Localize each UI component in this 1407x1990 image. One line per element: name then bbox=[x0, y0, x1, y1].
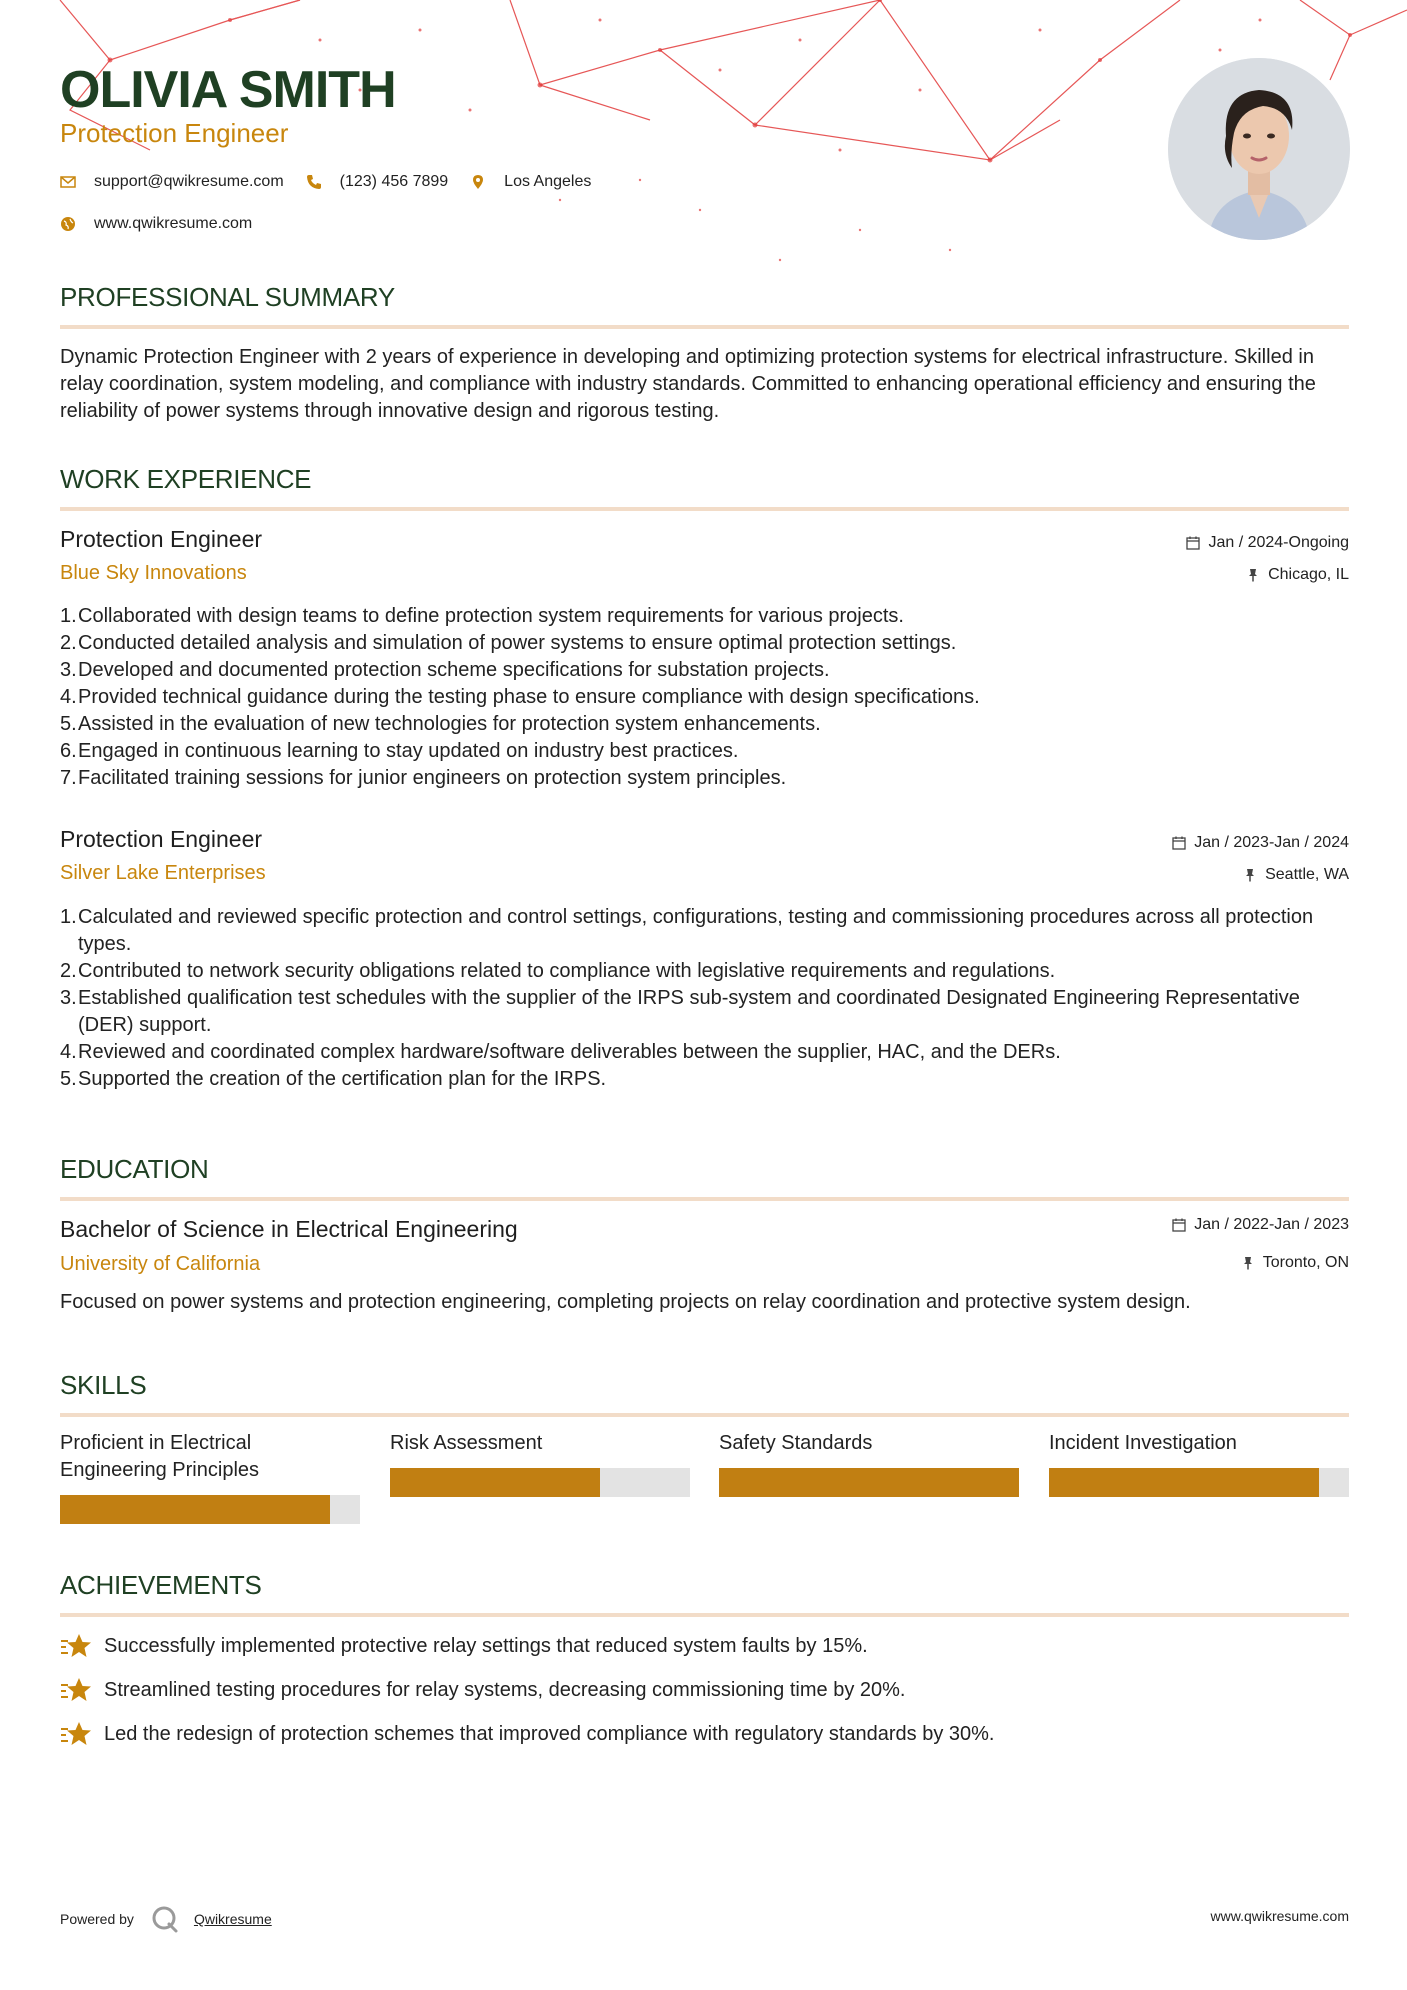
list-text: Assisted in the evaluation of new technologies for protection system enhancements. bbox=[78, 713, 821, 735]
powered-by-label: Powered by bbox=[60, 1911, 134, 1927]
skill-item bbox=[1049, 1430, 1349, 1457]
achievement-text: Successfully implemented protective relay settings that reduced system faults by 15%. bbox=[104, 1634, 868, 1657]
job-dates-text: Jan / 2023-Jan / 2024 bbox=[1194, 834, 1349, 851]
candidate-role: Protection Engineer bbox=[60, 118, 289, 148]
list-item bbox=[60, 603, 1349, 630]
education-dates-text: Jan / 2022-Jan / 2023 bbox=[1194, 1216, 1349, 1233]
skill-name: Incident Investigation bbox=[1049, 1432, 1237, 1454]
skill-item bbox=[390, 1430, 690, 1457]
list-item bbox=[60, 904, 1349, 958]
summary-heading: PROFESSIONAL SUMMARY bbox=[60, 282, 1349, 329]
location-icon bbox=[470, 174, 486, 190]
list-number: 7. bbox=[60, 767, 77, 789]
calendar-icon bbox=[1172, 1218, 1186, 1232]
list-number: 1. bbox=[60, 906, 77, 928]
list-number: 6. bbox=[60, 740, 77, 762]
job-bullets bbox=[60, 904, 1349, 1093]
job-title: Protection Engineer bbox=[60, 526, 263, 552]
skill-item bbox=[60, 1430, 360, 1484]
globe-icon bbox=[60, 216, 76, 232]
list-item bbox=[60, 738, 1349, 765]
profile-photo bbox=[1168, 58, 1350, 240]
list-text: Established qualification test schedules with the supplier of the IRPS sub-system and coordinated Designated Engineering Representative (DER) support. bbox=[78, 987, 1300, 1036]
job-location bbox=[1243, 866, 1349, 884]
skill-bar-track bbox=[390, 1468, 690, 1497]
list-item bbox=[60, 684, 1349, 711]
job-dates-text: Jan / 2024-Ongoing bbox=[1208, 534, 1349, 551]
list-text: Provided technical guidance during the testing phase to ensure compliance with design specifications. bbox=[78, 686, 980, 708]
achievement-text: Streamlined testing procedures for relay systems, decreasing commissioning time by 20%. bbox=[104, 1678, 906, 1701]
achievement-item bbox=[60, 1720, 995, 1748]
company-name: Silver Lake Enterprises bbox=[60, 862, 266, 884]
list-text: Contributed to network security obligations related to compliance with legislative requirements and regulations. bbox=[78, 960, 1056, 982]
job-bullets bbox=[60, 603, 1349, 792]
achievements-heading: ACHIEVEMENTS bbox=[60, 1570, 1349, 1617]
education-dates bbox=[1172, 1216, 1349, 1234]
resume-page bbox=[60, 0, 1349, 1990]
list-item bbox=[60, 1066, 1349, 1093]
list-text: Developed and documented protection scheme specifications for substation projects. bbox=[78, 659, 830, 681]
star-icon bbox=[60, 1632, 92, 1660]
list-item bbox=[60, 985, 1349, 1039]
list-item bbox=[60, 711, 1349, 738]
list-number: 3. bbox=[60, 659, 77, 681]
experience-heading: WORK EXPERIENCE bbox=[60, 464, 1349, 511]
list-item bbox=[60, 630, 1349, 657]
skill-bar-track bbox=[719, 1468, 1019, 1497]
star-icon bbox=[60, 1676, 92, 1704]
list-number: 4. bbox=[60, 686, 77, 708]
location-text: Los Angeles bbox=[504, 173, 592, 190]
website-link[interactable]: www.qwikresume.com bbox=[94, 215, 253, 232]
list-number: 2. bbox=[60, 632, 77, 654]
skill-bar-fill bbox=[390, 1468, 600, 1497]
calendar-icon bbox=[1172, 836, 1186, 850]
degree-title: Bachelor of Science in Electrical Engineering bbox=[60, 1216, 518, 1242]
list-item bbox=[60, 765, 1349, 792]
star-icon bbox=[60, 1720, 92, 1748]
achievement-item bbox=[60, 1632, 868, 1660]
footer-powered-by bbox=[60, 1904, 272, 1934]
qwikresume-logo-icon bbox=[150, 1904, 180, 1934]
skill-bar-fill bbox=[719, 1468, 1019, 1497]
list-number: 1. bbox=[60, 605, 77, 627]
website-row bbox=[60, 215, 274, 233]
list-number: 2. bbox=[60, 960, 77, 982]
skill-bar-fill bbox=[1049, 1468, 1319, 1497]
job-dates bbox=[1172, 834, 1349, 852]
list-text: Engaged in continuous learning to stay updated on industry best practices. bbox=[78, 740, 739, 762]
pin-icon bbox=[1246, 568, 1260, 582]
job-title: Protection Engineer bbox=[60, 826, 263, 852]
list-item bbox=[60, 657, 1349, 684]
school-name: University of California bbox=[60, 1253, 261, 1275]
email-link[interactable]: support@qwikresume.com bbox=[94, 173, 284, 190]
list-number: 3. bbox=[60, 987, 77, 1009]
list-text: Reviewed and coordinated complex hardware/software deliverables between the supplier, HAC, and the DERs. bbox=[78, 1041, 1061, 1063]
list-text: Conducted detailed analysis and simulation of power systems to ensure optimal protection settings. bbox=[78, 632, 957, 654]
education-heading: EDUCATION bbox=[60, 1154, 1349, 1201]
job-location-text: Seattle, WA bbox=[1265, 866, 1349, 883]
phone-icon bbox=[306, 174, 322, 190]
list-text: Supported the creation of the certification plan for the IRPS. bbox=[78, 1068, 607, 1090]
skill-name: Risk Assessment bbox=[390, 1432, 543, 1454]
skill-item bbox=[719, 1430, 1019, 1457]
pin-icon bbox=[1241, 1256, 1255, 1270]
education-location bbox=[1241, 1254, 1349, 1272]
list-number: 4. bbox=[60, 1041, 77, 1063]
job-location-text: Chicago, IL bbox=[1268, 566, 1349, 583]
list-item bbox=[60, 958, 1349, 985]
job-location bbox=[1246, 566, 1349, 584]
list-text: Facilitated training sessions for junior engineers on protection system principles. bbox=[78, 767, 787, 789]
phone-text: (123) 456 7899 bbox=[339, 173, 449, 190]
pin-icon bbox=[1243, 868, 1257, 882]
job-dates bbox=[1186, 534, 1349, 552]
skill-bar-track bbox=[1049, 1468, 1349, 1497]
email-icon bbox=[60, 174, 76, 190]
calendar-icon bbox=[1186, 536, 1200, 550]
avatar-illustration bbox=[1168, 58, 1350, 240]
achievement-item bbox=[60, 1676, 905, 1704]
summary-text: Dynamic Protection Engineer with 2 years of experience in developing and optimizing protection systems for electrical infrastructure. Skilled in relay coordination, system modeling, and compliance with industry standards. Committed to enhancing operational efficiency and ensuring the reliability of power systems through innovative design and rigorous testing. bbox=[60, 346, 1316, 422]
list-text: Calculated and reviewed specific protection and control settings, configurations, testing and commissioning procedures across all protection types. bbox=[78, 906, 1314, 955]
skill-bar-fill bbox=[60, 1495, 330, 1524]
list-number: 5. bbox=[60, 713, 77, 735]
skill-name: Safety Standards bbox=[719, 1432, 873, 1454]
list-text: Collaborated with design teams to define protection system requirements for various projects. bbox=[78, 605, 904, 627]
footer-website-link[interactable]: www.qwikresume.com bbox=[1210, 1908, 1349, 1924]
candidate-name: OLIVIA SMITH bbox=[60, 61, 396, 119]
achievement-text: Led the redesign of protection schemes that improved compliance with regulatory standards by 30%. bbox=[104, 1722, 995, 1745]
list-number: 5. bbox=[60, 1068, 77, 1090]
education-location-text: Toronto, ON bbox=[1262, 1254, 1349, 1271]
education-description: Focused on power systems and protection engineering, completing projects on relay coordination and protective system design. bbox=[60, 1291, 1191, 1313]
list-item bbox=[60, 1039, 1349, 1066]
qwikresume-link[interactable]: Qwikresume bbox=[193, 1911, 272, 1927]
skill-bar-track bbox=[60, 1495, 360, 1524]
contact-row bbox=[60, 173, 613, 191]
skills-heading: SKILLS bbox=[60, 1370, 1349, 1417]
skill-name: Proficient in Electrical Engineering Principles bbox=[60, 1432, 260, 1481]
company-name: Blue Sky Innovations bbox=[60, 562, 247, 584]
